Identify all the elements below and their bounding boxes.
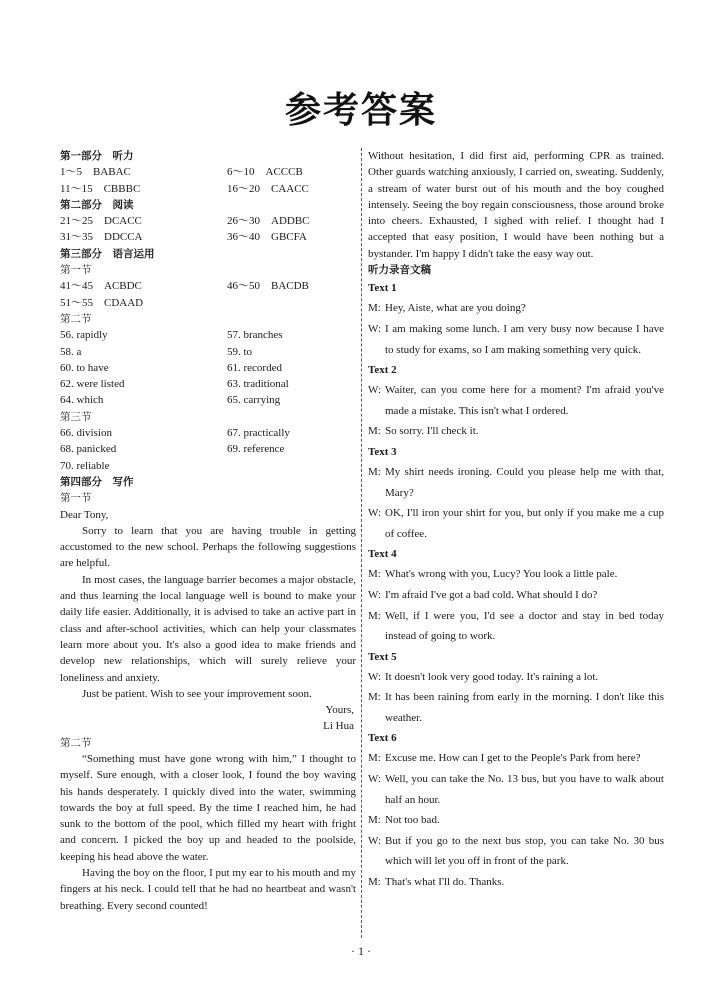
answer-row (60, 392, 356, 408)
section-label: 第二节 (60, 312, 92, 325)
dialogue-line (368, 298, 664, 319)
section-label: 第三节 (60, 410, 92, 423)
answer-cell: 51～55 CDAAD (60, 296, 144, 309)
transcript-label: Text 6 (368, 732, 397, 745)
speaker: W: (368, 834, 382, 847)
part1-heading: 第一部分 听力 (60, 150, 134, 162)
answer-cell (227, 458, 356, 474)
right-column (368, 148, 664, 893)
dialogue-line (368, 687, 664, 728)
answer-cell: 6～10 ACCCB (227, 166, 303, 179)
letter-signature: Li Hua (323, 720, 354, 733)
speaker: W: (368, 773, 382, 786)
letter-closing: Yours, (325, 704, 354, 717)
dialogue-line (368, 564, 664, 585)
letter-paragraph: Sorry to learn that you are having trouble in getting accustomed to the new school. Perhaps the following suggestions are helpful. (60, 524, 356, 570)
speaker: W: (368, 670, 382, 683)
dialogue-line (368, 810, 664, 831)
dialogue-line (368, 319, 664, 360)
utterance: My shirt needs ironing. Could you please help me with that, Mary? (385, 465, 664, 499)
answer-row (60, 229, 356, 245)
answer-cell: 70. reliable (60, 459, 110, 472)
answer-row (60, 278, 356, 294)
answer-cell: 64. which (60, 394, 104, 407)
utterance: So sorry. I'll check it. (385, 425, 479, 438)
answer-cell (227, 295, 356, 311)
answer-row (60, 425, 356, 441)
column-divider (361, 148, 362, 938)
answer-cell: 26～30 ADDBC (227, 215, 310, 228)
letter-paragraph: In most cases, the language barrier becomes a major obstacle, and thus learning the local language well is bound to make your daily life easier. Additionally, it is advised to take an active part in class and after-school activities, which can help your classmates learn more about you. It's also a good idea to make friends and develop new relationships, which will surely relieve your loneliness and anxiety. (60, 573, 356, 684)
dialogue-line (368, 872, 664, 893)
left-column (60, 148, 356, 914)
dialogue-line (368, 462, 664, 503)
utterance: What's wrong with you, Lucy? You look a little pale. (385, 568, 618, 581)
answer-cell: 57. branches (227, 329, 283, 342)
dialogue-line (368, 769, 664, 810)
dialogue-line (368, 831, 664, 872)
speaker: M: (368, 425, 381, 438)
answer-cell: 67. practically (227, 427, 290, 440)
part4-heading: 第四部分 写作 (60, 475, 134, 488)
answer-row (60, 360, 356, 376)
speaker: M: (368, 691, 381, 704)
transcript-label: Text 5 (368, 650, 397, 663)
story-paragraph: Having the boy on the floor, I put my ear to his mouth and my fingers at his neck. I could tell that he had no heartbeat and wasn't breathing. Every second counted! (60, 867, 356, 912)
dialogue-line (368, 667, 664, 688)
answer-row (60, 164, 356, 180)
answer-rows (60, 278, 356, 311)
story-paragraph: “Something must have gone wrong with him,” I thought to myself. Sure enough, with a closer look, I found the boy waving his hands desperately. I quickly dived into the water, swimming towards the boy at full speed. By the time I reached him, he had sunk to the bottom of the pool, which filled my heart with fright and concern. I picked the boy up and headed to the poolside, keeping his head above the water. (60, 752, 356, 863)
answer-cell: 36～40 GBCFA (227, 231, 307, 244)
answer-row (60, 376, 356, 392)
transcript-label: Text 3 (368, 445, 397, 458)
letter-paragraph: Just be patient. Wish to see your improvement soon. (82, 687, 312, 700)
answer-cell: 59. to (227, 345, 253, 358)
dialogue-line (368, 606, 664, 647)
answer-cell: 46～50 BACDB (227, 280, 309, 293)
answer-cell: 1～5 BABAC (60, 166, 131, 179)
utterance: Not too bad. (385, 814, 440, 827)
answer-rows (60, 327, 356, 408)
utterance: Well, you can take the No. 13 bus, but you have to walk about half an hour. (385, 773, 664, 806)
page-title: 参考答案 (284, 90, 437, 131)
dialogue-line (368, 380, 664, 421)
answer-rows (60, 425, 356, 474)
answer-rows (60, 164, 356, 197)
answer-row (60, 458, 356, 474)
answer-cell: 66. division (60, 427, 112, 440)
section-label: 第二节 (60, 736, 92, 749)
answer-cell: 65. carrying (227, 394, 281, 407)
utterance: OK, I'll iron your shirt for you, but only if you make me a cup of coffee. (385, 507, 664, 540)
speaker: W: (368, 384, 382, 397)
answer-row (60, 181, 356, 197)
answer-cell: 41～45 ACBDC (60, 280, 142, 293)
speaker: W: (368, 507, 382, 520)
speaker: M: (368, 302, 381, 315)
answer-row (60, 327, 356, 343)
answer-cell: 69. reference (227, 443, 285, 456)
speaker: M: (368, 752, 381, 765)
answer-cell: 61. recorded (227, 361, 282, 374)
answer-cell: 16～20 CAACC (227, 182, 309, 195)
answer-cell: 62. were listed (60, 378, 125, 391)
speaker: M: (368, 465, 381, 478)
speaker: M: (368, 814, 381, 827)
utterance: Waiter, can you come here for a moment? I'm afraid you've made a mistake. This isn't what I ordered. (385, 384, 664, 417)
utterance: That's what I'll do. Thanks. (385, 876, 505, 889)
dialogue-line (368, 748, 664, 769)
answer-row (60, 344, 356, 360)
answer-cell: 68. panicked (60, 443, 117, 456)
utterance: It doesn't look very good today. It's raining a lot. (385, 670, 599, 683)
answer-rows (60, 213, 356, 246)
speaker: W: (368, 322, 382, 335)
answer-cell: 60. to have (60, 361, 109, 374)
answer-row (60, 295, 356, 311)
transcript-list (368, 278, 664, 892)
letter-greeting: Dear Tony, (60, 508, 109, 521)
part2-heading: 第二部分 阅读 (60, 198, 134, 211)
speaker: W: (368, 588, 382, 601)
utterance: It has been raining from early in the morning. I don't like this weather. (385, 691, 664, 724)
page-number: · 1 · (351, 944, 371, 958)
transcript-label: Text 1 (368, 282, 397, 295)
speaker: M: (368, 876, 381, 889)
answer-cell: 31～35 DDCCA (60, 231, 143, 244)
answer-cell: 63. traditional (227, 378, 289, 391)
transcript-label: Text 4 (368, 548, 397, 561)
transcript-label: Text 2 (368, 364, 397, 377)
utterance: Hey, Aiste, what are you doing? (385, 302, 526, 315)
section-label: 第一节 (60, 264, 92, 277)
dialogue-line (368, 503, 664, 544)
utterance: Well, if I were you, I'd see a doctor and stay in bed today instead of going to work. (385, 609, 664, 643)
section-label: 第一节 (60, 492, 92, 505)
story-paragraph: Without hesitation, I did first aid, performing CPR as trained. Other guards watching anxiously, I carried on, sweating. Suddenly, a stream of water burst out of his mouth and the boy coughed intensely. Seeing the boy regain consciousness, those around broke into cheers. Exhausted, I sighed with relief. I thought had I accepted that easy position, I would have been nothing but a bystander. I'm happy I didn't take the easy way out. (368, 150, 664, 260)
answer-row (60, 441, 356, 457)
dialogue-line (368, 585, 664, 606)
answer-cell: 58. a (60, 345, 82, 358)
answer-cell: 56. rapidly (60, 329, 108, 342)
utterance: I'm afraid I've got a bad cold. What should I do? (385, 588, 598, 601)
answer-row (60, 213, 356, 229)
dialogue-line (368, 421, 664, 442)
utterance: I am making some lunch. I am very busy now because I have to study for exams, so I am making something very quick. (385, 322, 664, 356)
part3-heading: 第三部分 语言运用 (60, 247, 155, 260)
transcript-heading: 听力录音文稿 (368, 264, 431, 277)
speaker: M: (368, 609, 381, 622)
utterance: Excuse me. How can I get to the People's Park from here? (385, 752, 641, 765)
answer-cell: 21～25 DCACC (60, 215, 142, 228)
utterance: But if you go to the next bus stop, you can take No. 30 bus which will let you off in front of the park. (385, 834, 664, 868)
speaker: M: (368, 568, 381, 581)
answer-cell: 11～15 CBBBC (60, 182, 141, 195)
